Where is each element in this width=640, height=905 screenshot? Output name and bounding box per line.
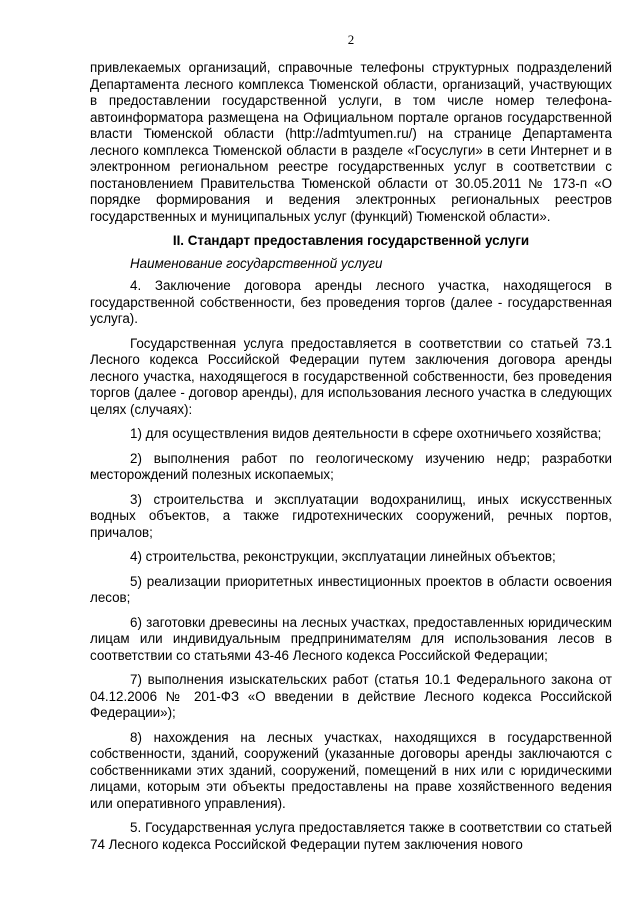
list-item-5: 5) реализации приоритетных инвестиционных проектов в области освоения лесов; [90, 573, 612, 605]
paragraph-item-5: 5. Государственная услуга предоставляется также в соответствии со статьей 74 Лесного кодекса Российской Федерации путем заключения нового [90, 820, 612, 852]
paragraph-service-basis: Государственная услуга предоставляется в соответствии со статьей 73.1 Лесного кодекса Российской Федерации путем заключения договора аренды лесного участка, находящегося в государственной собственности, без проведения торгов (далее - договор аренды), для использования лесного участка в следующих целях (случаях): [90, 335, 612, 417]
intro-paragraph: привлекаемых организаций, справочные телефоны структурных подразделений Департамента лесного комплекса Тюменской области, организаций, участвующих в предоставлении государственной услуги, в том числе номер телефона-автоинформатора размещена на Официальном портале органов государственной власти Тюменской области (http://admtyumen.ru/) на странице Департамента лесного комплекса Тюменской области в разделе «Госуслуги» в сети Интернет и в электронном региональном реестре государственных услуг в соответствии с постановлением Правительства Тюменской области от 30.05.2011 № 173-п «О порядке формирования и ведения электронных региональных реестров государственных и муниципальных услуг (функций) Тюменской области». [90, 60, 612, 224]
section-heading: II. Стандарт предоставления государственной услуги [172, 233, 530, 248]
list-item-4: 4) строительства, реконструкции, эксплуатации линейных объектов; [130, 549, 556, 564]
list-item-7: 7) выполнения изыскательских работ (статья 10.1 Федерального закона от 04.12.2006 № 201-ФЗ «О введении в действие Лесного кодекса Российской Федерации»); [90, 672, 612, 720]
document-body [90, 60, 612, 861]
document-page [90, 0, 612, 905]
list-item-2: 2) выполнения работ по геологическому изучению недр; разработки месторождений полезных ископаемых; [90, 450, 612, 482]
list-item-6: 6) заготовки древесины на лесных участках, предоставленных юридическим лицам или индивидуальным предпринимателям для использования лесов в соответствии со статьями 43-46 Лесного кодекса Российской Федерации; [90, 614, 612, 663]
paragraph-item-4: 4. Заключение договора аренды лесного участка, находящегося в государственной собственности, без проведения торгов (далее - государственная услуга). [90, 278, 612, 326]
list-item-1: 1) для осуществления видов деятельности в сфере охотничьего хозяйства; [130, 426, 602, 441]
subsection-heading: Наименование государственной услуги [130, 256, 383, 271]
list-item-3: 3) строительства и эксплуатации водохранилищ, иных искусственных водных объектов, а также гидротехнических сооружений, речных портов, причалов; [90, 491, 612, 540]
page-number: 2 [347, 32, 355, 47]
list-item-8: 8) нахождения на лесных участках, находящихся в государственной собственности, зданий, сооружений (указанные договоры аренды заключаются с собственниками этих зданий, сооружений, помещений в них или с юридическими лицами, которым эти объекты предоставлены на праве хозяйственного ведения или оперативного управления). [90, 729, 612, 811]
